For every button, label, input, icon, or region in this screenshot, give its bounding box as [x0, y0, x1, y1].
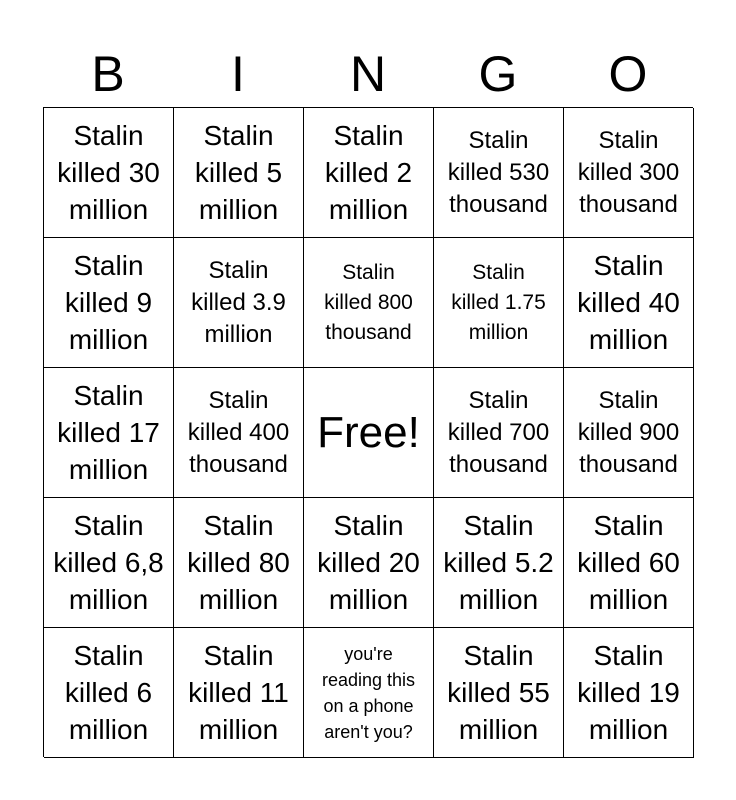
bingo-cell-r1c4[interactable] [434, 108, 564, 238]
bingo-cell-r3c5[interactable] [564, 368, 694, 498]
bingo-cell-r4c5[interactable] [564, 498, 694, 628]
bingo-board [43, 107, 693, 757]
bingo-cell-r4c2[interactable] [174, 498, 304, 628]
bingo-cell-text: Stalin killed 40 million [577, 250, 680, 355]
bingo-cell-r5c5[interactable] [564, 628, 694, 758]
bingo-cell-text: Stalin killed 11 million [188, 640, 289, 745]
bingo-cell-r1c2[interactable] [174, 108, 304, 238]
bingo-cell-r5c3[interactable] [304, 628, 434, 758]
bingo-cell-text: Stalin killed 60 million [577, 510, 680, 615]
bingo-cell-r5c2[interactable] [174, 628, 304, 758]
bingo-cell-text: Stalin killed 5 million [194, 120, 283, 225]
bingo-cell-r2c4[interactable] [434, 238, 564, 368]
bingo-cell-r5c4[interactable] [434, 628, 564, 758]
bingo-cell-text: Stalin killed 9 million [64, 250, 153, 355]
bingo-cell-r1c1[interactable] [44, 108, 174, 238]
bingo-cell-text: Stalin killed 20 million [317, 510, 420, 615]
bingo-cell-r3c4[interactable] [434, 368, 564, 498]
bingo-cell-text: Stalin killed 800 thousand [324, 260, 413, 344]
bingo-cell-r2c5[interactable] [564, 238, 694, 368]
bingo-cell-r4c4[interactable] [434, 498, 564, 628]
bingo-cell-text: Stalin killed 6,8 million [53, 510, 164, 615]
bingo-cell-text: Stalin killed 5.2 million [443, 510, 554, 615]
bingo-cell-text: Stalin killed 2 million [324, 120, 413, 225]
bingo-cell-r3c2[interactable] [174, 368, 304, 498]
header-letter-n: N [349, 46, 387, 102]
header-letter-i: I [231, 46, 245, 102]
bingo-cell-r3c1[interactable] [44, 368, 174, 498]
bingo-cell-r2c3[interactable] [304, 238, 434, 368]
bingo-cell-r2c1[interactable] [44, 238, 174, 368]
header-letter-o: O [608, 46, 648, 102]
bingo-cell-r1c3[interactable] [304, 108, 434, 238]
bingo-cell-r2c2[interactable] [174, 238, 304, 368]
bingo-cell-text: Stalin killed 6 million [64, 640, 153, 745]
bingo-cell-r4c3[interactable] [304, 498, 434, 628]
bingo-cell-text: Stalin killed 55 million [447, 640, 550, 745]
bingo-cell-free[interactable] [304, 368, 434, 498]
bingo-cell-text: Stalin killed 17 million [57, 380, 160, 485]
bingo-cell-text: Stalin killed 700 thousand [447, 386, 550, 478]
bingo-header [43, 40, 693, 108]
bingo-cell-r4c1[interactable] [44, 498, 174, 628]
bingo-cell-text: Stalin killed 80 million [187, 510, 290, 615]
bingo-cell-r1c5[interactable] [564, 108, 694, 238]
bingo-cell-text: you're reading this on a phone aren't you? [321, 643, 416, 742]
bingo-cell-text: Stalin killed 300 thousand [577, 126, 680, 218]
bingo-cell-text: Stalin killed 400 thousand [187, 386, 290, 478]
bingo-cell-text: Stalin killed 530 thousand [447, 126, 550, 218]
header-letter-g: G [478, 46, 518, 102]
bingo-cell-text: Stalin killed 1.75 million [451, 260, 546, 344]
bingo-cell-r5c1[interactable] [44, 628, 174, 758]
bingo-cell-text: Stalin killed 19 million [577, 640, 680, 745]
bingo-cell-text: Stalin killed 30 million [57, 120, 160, 225]
bingo-cell-text: Stalin killed 3.9 million [191, 256, 286, 348]
free-space-text: Free! [317, 407, 420, 457]
header-letter-b: B [91, 46, 125, 102]
bingo-cell-text: Stalin killed 900 thousand [577, 386, 680, 478]
